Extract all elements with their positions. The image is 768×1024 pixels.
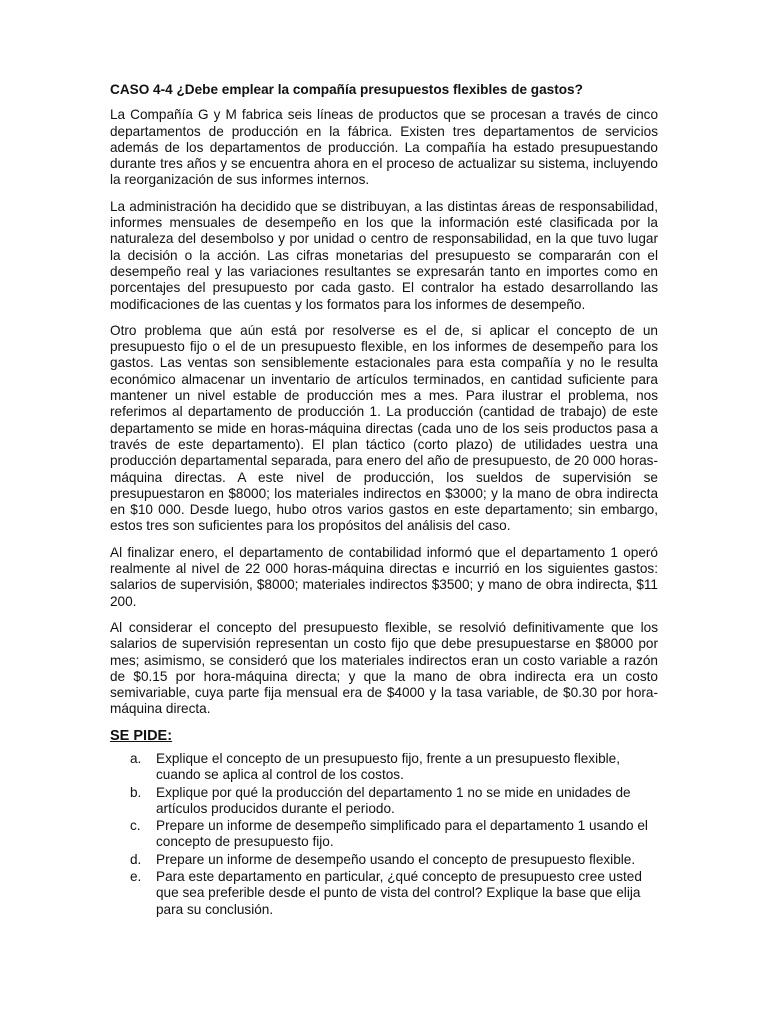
document-page <box>110 82 658 919</box>
list-marker: b. <box>130 784 142 800</box>
case-title: CASO 4-4 ¿Debe emplear la compañía presupuestos flexibles de gastos? <box>110 82 583 97</box>
list-marker: a. <box>130 750 142 766</box>
list-marker: c. <box>130 818 141 834</box>
list-item <box>110 785 658 818</box>
paragraph-january-results: Al finalizar enero, el departamento de contabilidad informó que el departamento 1 operó realmente al nivel de 22 000 horas-máquina directas e incurrió en los siguientes gastos: salarios de supervisión, $8000; materiales indirectos $3500; y mano de obra indirecta, $11 200. <box>110 544 658 609</box>
paragraph-budget-problem: Otro problema que aún está por resolverse es el de, si aplicar el concepto de un presupuesto fijo o el de un presupuesto flexible, en los informes de desempeño para los gastos. Las ventas son sensiblemente estacionales para esta compañía y no le resulta económico almacenar un inventario de artículos terminados, en cantidad suficiente para mantener un nivel estable de producción mes a mes. Para ilustrar el problema, nos referimos al departamento de producción 1. La producción (cantidad de trabajo) de este departamento se mide en horas-máquina directas (cada uno de los seis productos pasa a través de este departamento). El plan táctico (corto plazo) de utilidades uestra una producción departamental separada, para enero del año de presupuesto, de 20 000 horas-máquina directas. A este nivel de producción, los sueldos de supervisión se presupuestaron en $8000; los materiales indirectos en $3000; y la mano de obra indirecta en $10 000. Desde luego, hubo otros varios gastos en este departamento; sin embargo, estos tres son suficientes para los propósitos del análisis del caso. <box>110 322 658 534</box>
list-item-text: Prepare un informe de desempeño simplificado para el departamento 1 usando el concepto de presupuesto fijo. <box>156 818 648 850</box>
list-item-text: Explique el concepto de un presupuesto fijo, frente a un presupuesto flexible, cuando se aplica al control de los costos. <box>156 750 621 783</box>
paragraph-administration: La administración ha decidido que se distribuyan, a las distintas áreas de responsabilidad, informes mensuales de desempeño en los que la información esté clasificada por la naturaleza del desembolso y por unidad o centro de responsabilidad, en la que tuvo lugar la decisión o la acción. Las cifras monetarias del presupuesto se compararán con el desempeño real y las variaciones resultantes se expresarán tanto en importes como en porcentajes del presupuesto por cada gasto. El contralor ha estado desarrollando las modificaciones de las cuentas y los formatos para los informes de desempeño. <box>110 198 658 312</box>
list-item <box>110 751 658 784</box>
list-item <box>110 818 658 851</box>
section-heading: SE PIDE: <box>110 727 173 744</box>
list-marker: d. <box>130 851 142 867</box>
list-marker: e. <box>130 869 142 885</box>
list-item-text: Para este departamento en particular, ¿qué concepto de presupuesto cree usted que sea preferible desde el punto de vista del control? Explique la base que elija para su conclusión. <box>156 869 642 917</box>
list-item-text: Prepare un informe de desempeño usando el concepto de presupuesto flexible. <box>156 851 636 867</box>
list-item <box>110 852 658 868</box>
list-item-text: Explique por qué la producción del departamento 1 no se mide en unidades de artículos producidos durante el periodo. <box>156 784 631 816</box>
list-item <box>110 869 658 918</box>
paragraph-company-overview: La Compañía G y M fabrica seis líneas de productos que se procesan a través de cinco departamentos de producción en la fábrica. Existen tres departamentos de servicios además de los departamentos de producción. La compañía ha estado presupuestando durante tres años y se encuentra ahora en el proceso de actualizar su sistema, incluyendo la reorganización de sus informes internos. <box>110 107 658 188</box>
task-list <box>110 751 658 918</box>
paragraph-flexible-budget: Al considerar el concepto del presupuesto flexible, se resolvió definitivamente que los salarios de supervisión representan un costo fijo que debe presupuestarse en $8000 por mes; asimismo, se consideró que los materiales indirectos eran un costo variable a razón de $0.15 por hora-máquina directa; y que la mano de obra indirecta era un costo semivariable, cuya parte fija mensual era de $4000 y la tasa variable, de $0.30 por hora-máquina directa. <box>110 619 658 717</box>
